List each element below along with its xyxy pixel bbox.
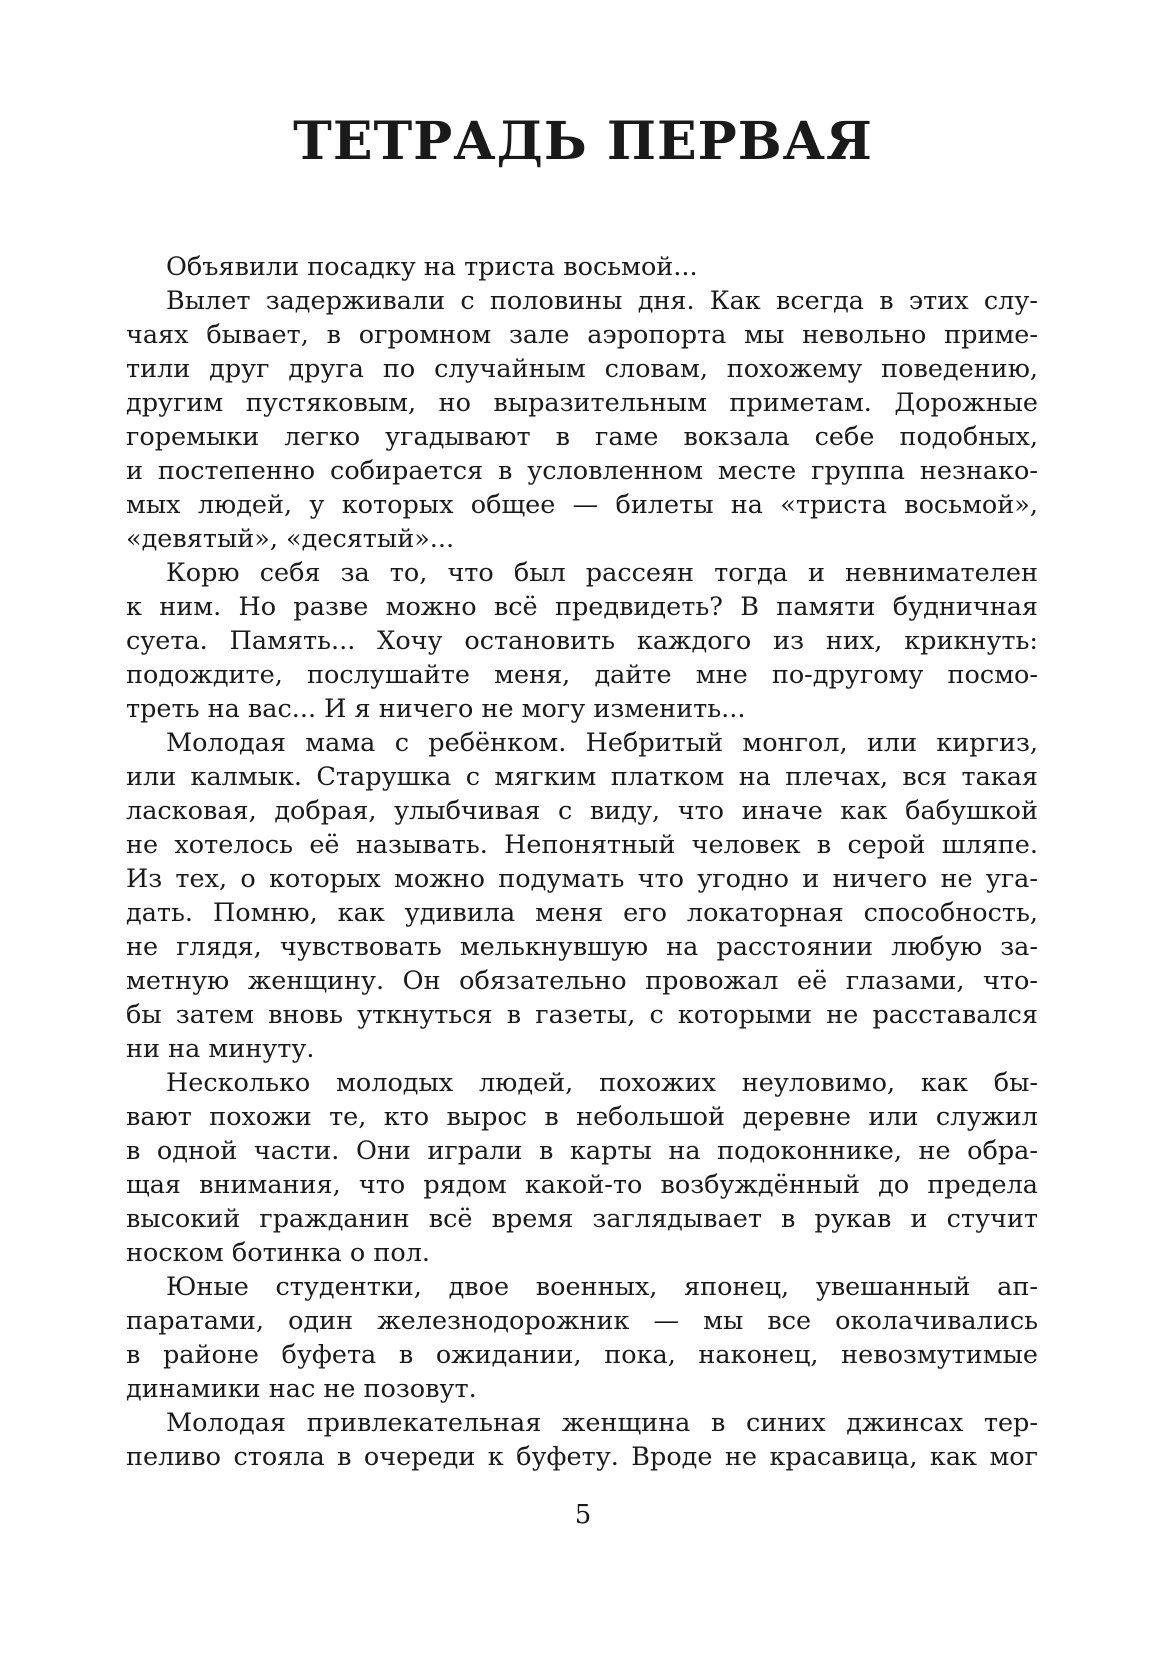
- text-line: высокий гражданин всё время заглядывает в рукав и стучит: [126, 1204, 1038, 1234]
- chapter-title: ТЕТРАДЬ ПЕРВАЯ: [293, 111, 873, 172]
- text-line: подождите, послушайте меня, дайте мне по-другому посмо-: [126, 660, 1038, 690]
- text-line: треть на вас... И я ничего не могу изменить...: [126, 694, 746, 724]
- text-line: к ним. Но разве можно всё предвидеть? В памяти будничная: [126, 592, 1038, 622]
- text-line: Несколько молодых людей, похожих неуловимо, как бы-: [166, 1068, 1038, 1098]
- text-line: Юные студентки, двое военных, японец, увешанный ап-: [166, 1272, 1038, 1302]
- text-line: Из тех, о которых можно подумать что угодно и ничего не уга-: [126, 864, 1038, 894]
- text-line: динамики нас не позовут.: [126, 1374, 477, 1404]
- text-line: не хотелось её называть. Непонятный человек в серой шляпе.: [126, 830, 1038, 860]
- text-line: и постепенно собирается в условленном месте группа незнако-: [126, 456, 1038, 486]
- text-line: вают похожи те, кто вырос в небольшой деревне или служил: [126, 1102, 1038, 1132]
- text-line: носком ботинка о пол.: [126, 1238, 431, 1268]
- text-line: ни на минуту.: [126, 1034, 315, 1064]
- text-line: паратами, один железнодорожник — мы все околачивались: [126, 1306, 1038, 1336]
- text-line: Молодая мама с ребёнком. Небритый монгол, или киргиз,: [166, 728, 1038, 758]
- body-text: [126, 250, 1038, 1474]
- text-line: «девятый», «десятый»...: [126, 524, 455, 554]
- text-line: Корю себя за то, что был рассеян тогда и невнимателен: [166, 558, 1038, 588]
- text-line: в районе буфета в ожидании, пока, наконец, невозмутимые: [126, 1340, 1038, 1370]
- text-line: не глядя, чувствовать мелькнувшую на расстоянии любую за-: [126, 932, 1038, 962]
- text-line: пеливо стояла в очереди к буфету. Вроде не красавица, как мог: [126, 1442, 1038, 1472]
- text-line: мых людей, у которых общее — билеты на «триста восьмой»,: [126, 490, 1038, 520]
- text-line: тили друг друга по случайным словам, похожему поведению,: [126, 354, 1038, 384]
- text-line: Молодая привлекательная женщина в синих джинсах тер-: [166, 1408, 1038, 1438]
- text-line: метную женщину. Он обязательно провожал её глазами, что-: [126, 966, 1038, 996]
- text-line: в одной части. Они играли в карты на подоконнике, не обра-: [126, 1136, 1038, 1166]
- text-line: другим пустяковым, но выразительным приметам. Дорожные: [126, 388, 1038, 418]
- text-line: суета. Память... Хочу остановить каждого из них, крикнуть:: [126, 626, 1038, 656]
- text-line: щая внимания, что рядом какой-то возбуждённый до предела: [126, 1170, 1038, 1200]
- text-line: бы затем вновь уткнуться в газеты, с которыми не расставался: [126, 1000, 1038, 1030]
- text-line: или калмык. Старушка с мягким платком на плечах, вся такая: [126, 762, 1038, 792]
- text-line: Вылет задерживали с половины дня. Как всегда в этих слу-: [166, 286, 1038, 316]
- page-number: 5: [574, 1500, 592, 1530]
- text-line: ласковая, добрая, улыбчивая с виду, что иначе как бабушкой: [126, 796, 1038, 826]
- text-line: горемыки легко угадывают в гаме вокзала себе подобных,: [126, 422, 1038, 452]
- text-line: чаях бывает, в огромном зале аэропорта мы невольно приме-: [126, 320, 1038, 350]
- text-line: дать. Помню, как удивила меня его локаторная способность,: [126, 898, 1038, 928]
- text-line: Объявили посадку на триста восьмой...: [166, 252, 698, 282]
